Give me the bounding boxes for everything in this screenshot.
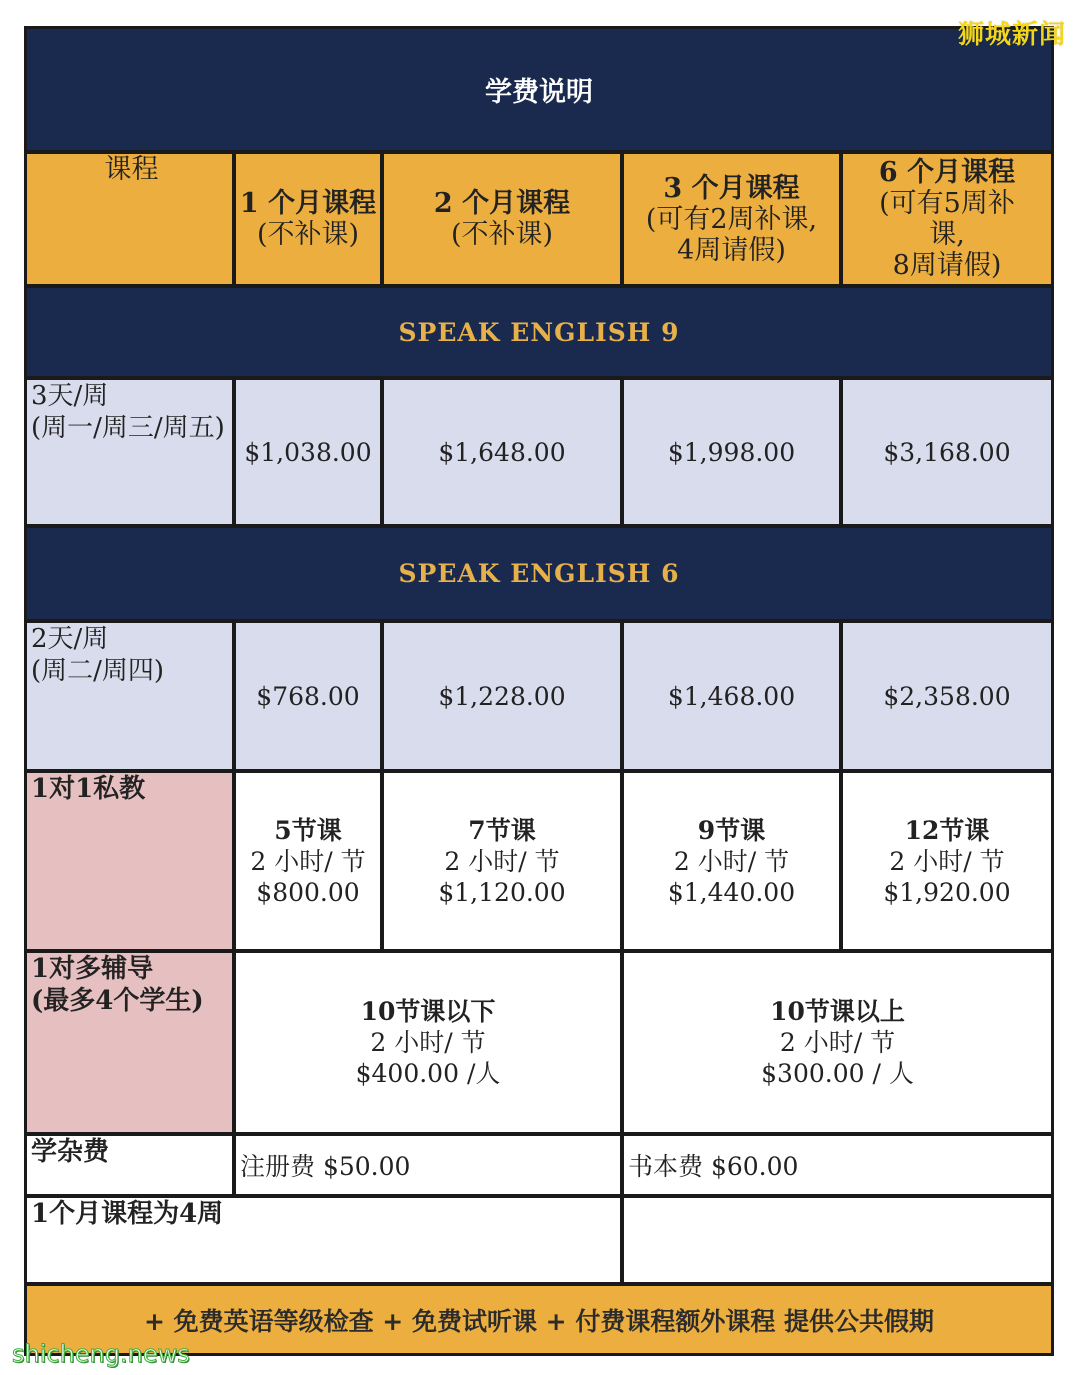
- header-col-4-note1: (可有5周补: [879, 188, 1015, 219]
- se9-days: 3天/周: [31, 381, 109, 411]
- private-package-2: [384, 773, 620, 949]
- private-1-hours: 2 小时/ 节: [250, 846, 366, 876]
- course-duration-note-text: 1个月课程为4周: [31, 1199, 224, 1229]
- header-col-1-note: (不补课): [256, 219, 360, 250]
- book-fee: 书本费 $60.00: [624, 1136, 1051, 1194]
- group-1-sessions: 10节课以下: [360, 997, 496, 1026]
- header-col-3-note1: (可有2周补课,: [645, 203, 818, 235]
- private-3-sessions: 9节课: [697, 815, 766, 845]
- se9-schedule-label: [27, 380, 232, 524]
- watermark-top: 狮城新闻: [957, 20, 1066, 50]
- private-package-4: [843, 773, 1051, 949]
- header-col-4-name: 6 个月课程: [878, 157, 1016, 188]
- private-tutoring-label: [27, 773, 232, 949]
- private-1-sessions: 5节课: [274, 815, 342, 845]
- se6-price-2m: $1,228.00: [384, 623, 620, 769]
- se9-price-2m: $1,648.00: [384, 380, 620, 524]
- fee-table: [24, 26, 1054, 1356]
- se6-price-3m: $1,468.00: [624, 623, 839, 769]
- se6-price-6m: $2,358.00: [843, 623, 1051, 769]
- header-col-4-note3: 8周请假): [892, 250, 1002, 281]
- se6-price-1m: $768.00: [236, 623, 380, 769]
- header-col-2-name: 2 个月课程: [433, 188, 571, 219]
- private-label-text: 1对1私教: [31, 774, 146, 804]
- se9-price-6m: $3,168.00: [843, 380, 1051, 524]
- section-speak-english-6: SPEAK ENGLISH 6: [27, 528, 1051, 619]
- private-package-1: [236, 773, 380, 949]
- private-package-3: [624, 773, 839, 949]
- private-3-price: $1,440.00: [667, 877, 796, 907]
- benefits-footer: + 免费英语等级检查 + 免费试听课 + 付费课程额外课程 提供公共假期: [27, 1286, 1051, 1353]
- se9-weekdays: (周一/周三/周五): [31, 413, 225, 443]
- group-label-note: (最多4个学生): [31, 986, 204, 1016]
- header-course-label-text: 课程: [104, 154, 159, 185]
- group-1-hours: 2 小时/ 节: [370, 1028, 486, 1057]
- group-2-price: $300.00 / 人: [761, 1059, 914, 1088]
- private-3-hours: 2 小时/ 节: [673, 846, 790, 876]
- registration-fee: 注册费 $50.00: [236, 1136, 620, 1194]
- private-4-price: $1,920.00: [883, 877, 1011, 907]
- private-2-hours-price: 2 小时/ 节$1,120.00: [438, 846, 566, 907]
- se9-price-1m: $1,038.00: [236, 380, 380, 524]
- header-col-2-note: (不补课): [450, 219, 554, 250]
- header-col-3: [624, 154, 839, 284]
- fees-label: [27, 1136, 232, 1194]
- se9-price-3m: $1,998.00: [624, 380, 839, 524]
- group-package-under-10: [236, 953, 620, 1132]
- private-4-hours: 2 小时/ 节: [889, 846, 1005, 876]
- section-speak-english-9: SPEAK ENGLISH 9: [27, 288, 1051, 376]
- header-col-2: [384, 154, 620, 284]
- private-1-price: $800.00: [256, 877, 360, 907]
- group-2-hours: 2 小时/ 节: [779, 1028, 896, 1057]
- group-1-price: $400.00 /人: [355, 1059, 501, 1088]
- header-col-3-note2: 4周请假): [677, 234, 786, 266]
- header-col-4: [843, 154, 1051, 284]
- group-label-title: 1对多辅导: [31, 954, 154, 984]
- header-course-label: [27, 154, 232, 284]
- header-col-4-note2: 课,: [929, 219, 965, 250]
- private-4-sessions: 12节课: [904, 815, 990, 845]
- group-2-sessions: 10节课以上: [770, 997, 905, 1026]
- header-col-1: [236, 154, 380, 284]
- course-duration-note: [27, 1198, 620, 1282]
- group-tutoring-label: [27, 953, 232, 1132]
- fees-label-text: 学杂费: [31, 1137, 110, 1167]
- empty-cell: [624, 1198, 1051, 1282]
- private-2-sessions: 7节课: [468, 815, 536, 845]
- se6-days: 2天/周: [31, 624, 109, 654]
- header-col-3-name: 3 个月课程: [663, 172, 800, 204]
- header-col-1-name: 1 个月课程: [239, 188, 377, 219]
- table-title: 学费说明: [27, 29, 1051, 150]
- watermark-bottom: shicheng.news: [12, 1340, 190, 1368]
- se6-weekdays: (周二/周四): [31, 656, 165, 686]
- se6-schedule-label: [27, 623, 232, 769]
- group-package-over-10: [624, 953, 1051, 1132]
